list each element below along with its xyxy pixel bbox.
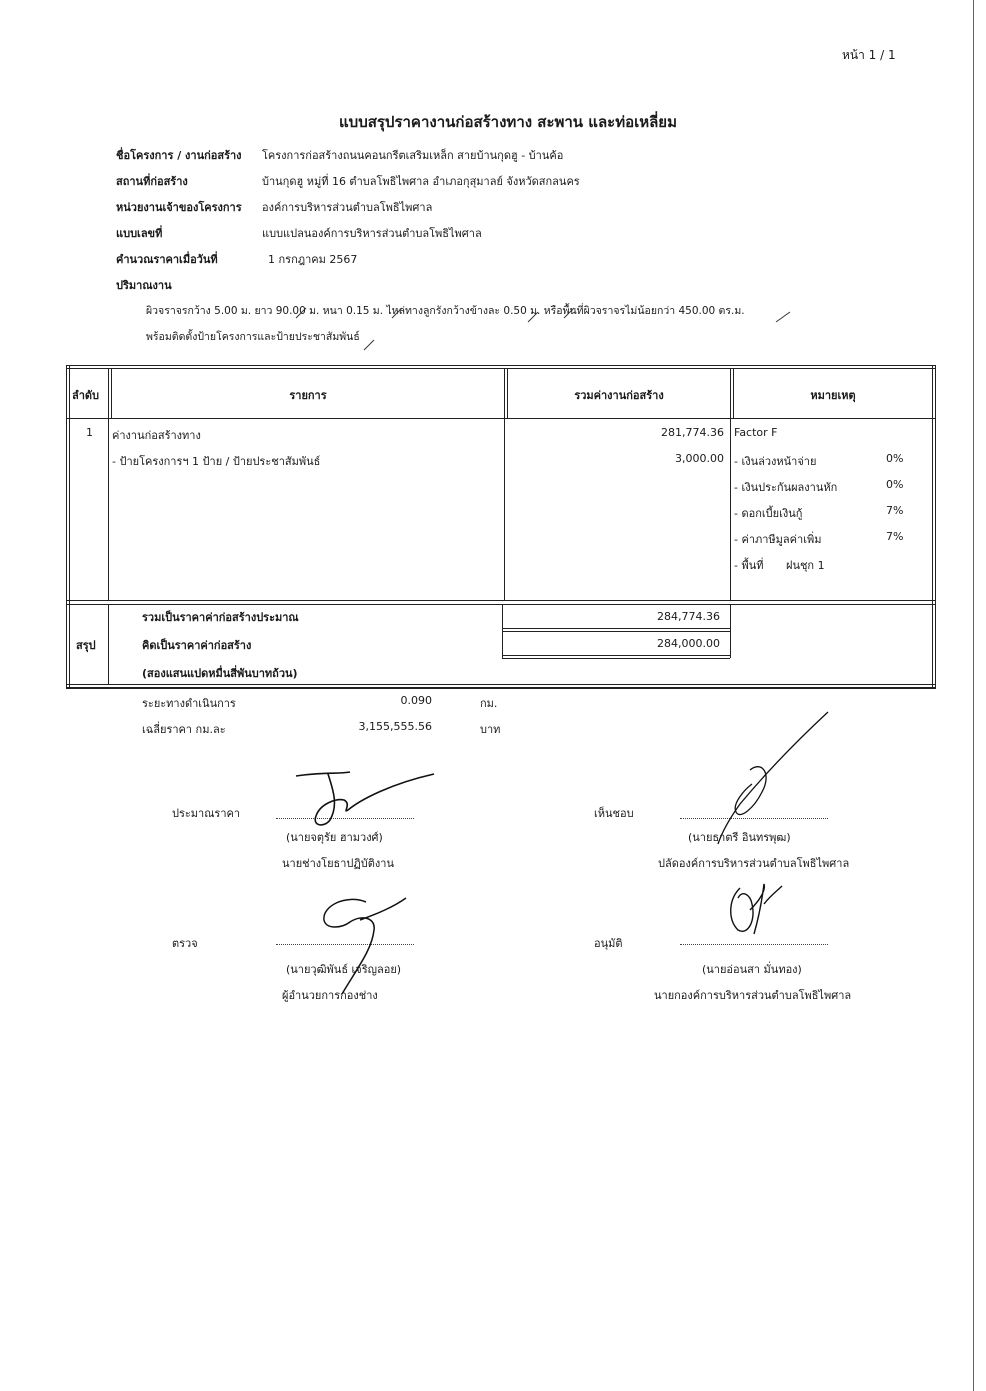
page-number: หน้า 1 / 1 [842,48,896,62]
sig-agree-position: ปลัดองค์การบริหารส่วนตำบลโพธิไพศาล [658,857,850,870]
header-no: ลำดับ [72,389,100,402]
table-top-border [66,365,936,366]
remark-vat-value: 7% [886,530,904,543]
header-total: รวมค่างานก่อสร้าง [574,389,664,402]
distance-label: ระยะทางดำเนินการ [142,697,236,710]
sig-approver-name: (นายอ่อนสา มั่นทอง) [702,963,802,976]
table-left-border [66,365,67,689]
col-divider-1-summary [108,604,109,684]
summary-label: สรุป [76,639,96,652]
quantity-line-2: พร้อมติดตั้งป้ายโครงการและป้ายประชาสัมพันธ์ [146,331,360,343]
signature-agree [700,708,840,848]
summary-box-bottom-2 [502,658,730,659]
check-marks [0,0,986,360]
owner-label: หน่วยงานเจ้าของโครงการ [116,201,242,214]
table-bottom-border [66,684,936,685]
col-divider-2 [504,368,505,600]
summary-estimated-label: รวมเป็นราคาค่าก่อสร้างประมาณ [142,611,299,624]
table-top-border-2 [66,368,936,369]
distance-unit: กม. [480,697,498,710]
signature-checker [316,890,426,1000]
table-bottom-border-2 [66,687,936,689]
sig-agree-role: เห็นชอบ [594,807,634,820]
header-remark: หมายเหตุ [810,389,856,402]
table-right-border [932,365,933,689]
avg-unit: บาท [480,723,501,736]
summary-box-mid-2 [502,631,730,632]
table-left-border-2 [69,365,70,689]
plan-label: แบบเลขที่ [116,227,163,240]
table-right-border-2 [935,365,936,689]
summary-final-label: คิดเป็นราคาค่าก่อสร้าง [142,639,252,652]
quantity-label: ปริมาณงาน [116,279,172,292]
header-divider [66,418,936,419]
summary-box-mid [502,628,730,629]
sig-approver-line [680,944,828,945]
header-item: รายการ [289,389,327,402]
sig-checker-position: ผู้อำนวยการกองช่าง [282,989,378,1002]
row1-total: 281,774.36 [661,426,724,439]
plan-value: แบบแปลนองค์การบริหารส่วนตำบลโพธิไพศาล [262,227,482,240]
summary-box-bottom [502,655,730,656]
body-bottom-border [66,600,936,601]
remark-factor: Factor F [734,426,778,439]
avg-value: 3,155,555.56 [358,720,432,733]
sig-approver-position: นายกองค์การบริหารส่วนตำบลโพธิไพศาล [654,989,852,1002]
calc-date-value: 1 กรกฎาคม 2567 [268,253,358,266]
sig-approver-role: อนุมัติ [594,937,623,950]
summary-final-value: 284,000.00 [657,637,720,650]
summary-box-right [730,604,731,658]
signature-estimator [290,764,440,844]
project-label: ชื่อโครงการ / งานก่อสร้าง [116,149,242,162]
remark-interest-value: 7% [886,504,904,517]
calc-date-label: คำนวณราคาเมื่อวันที่ [116,253,218,266]
distance-value: 0.090 [400,694,432,707]
sig-agree-name: (นายธาตรี อินทรพุฒ) [688,831,791,844]
avg-label: เฉลี่ยราคา กม.ละ [142,723,226,736]
project-value: โครงการก่อสร้างถนนคอนกรีตเสริมเหล็ก สายบ้านกุดฮู - บ้านค้อ [262,149,564,162]
row1-no: 1 [86,426,93,439]
col-divider-3 [730,368,731,600]
quantity-line-1: ผิวจราจรกว้าง 5.00 ม. ยาว 90.00 ม. หนา 0.15 ม. ไหล่ทางลูกรังกว้างข้างละ 0.50 ม. หรือพื้นที่ผิวจราจรไม่น้อยกว่า 450.00 ตร.ม. [146,305,745,317]
body-bottom-border-2 [66,604,936,605]
remark-interest-label: - ดอกเบี้ยเงินกู้ [734,507,803,520]
remark-vat-label: - ค่าภาษีมูลค่าเพิ่ม [734,533,822,546]
row1-item: ค่างานก่อสร้างทาง [112,429,201,442]
sig-estimator-position: นายช่างโยธาปฏิบัติงาน [282,857,394,870]
remark-guarantee-value: 0% [886,478,904,491]
remark-area-value: ฝนชุก 1 [786,559,825,572]
document-title: แบบสรุปราคางานก่อสร้างทาง สะพาน และท่อเหลี่ยม [339,113,677,131]
sig-checker-role: ตรวจ [172,937,198,950]
location-label: สถานที่ก่อสร้าง [116,175,188,188]
remark-advance-value: 0% [886,452,904,465]
summary-estimated-value: 284,774.36 [657,610,720,623]
sig-estimator-name: (นายจตุรัย ฮามวงศ์) [286,831,383,844]
remark-area-label: - พื้นที่ [734,559,764,572]
owner-value: องค์การบริหารส่วนตำบลโพธิไพศาล [262,201,433,214]
remark-guarantee-label: - เงินประกันผลงานหัก [734,481,838,494]
location-value: บ้านกุดฮู หมู่ที่ 16 ตำบลโพธิไพศาล อำเภอกุสุมาลย์ จังหวัดสกลนคร [262,175,580,188]
row2-total: 3,000.00 [675,452,724,465]
signature-approver [720,880,790,940]
row2-item: - ป้ายโครงการฯ 1 ป้าย / ป้ายประชาสัมพันธ์ [112,455,321,468]
summary-final-words: (สองแสนแปดหมื่นสี่พันบาทถ้วน) [142,667,298,680]
sig-checker-name: (นายวุฒิพันธ์ เจริญลอย) [286,963,402,976]
sig-estimator-role: ประมาณราคา [172,807,241,820]
remark-advance-label: - เงินล่วงหน้าจ่าย [734,455,817,468]
col-divider-1 [108,368,109,600]
